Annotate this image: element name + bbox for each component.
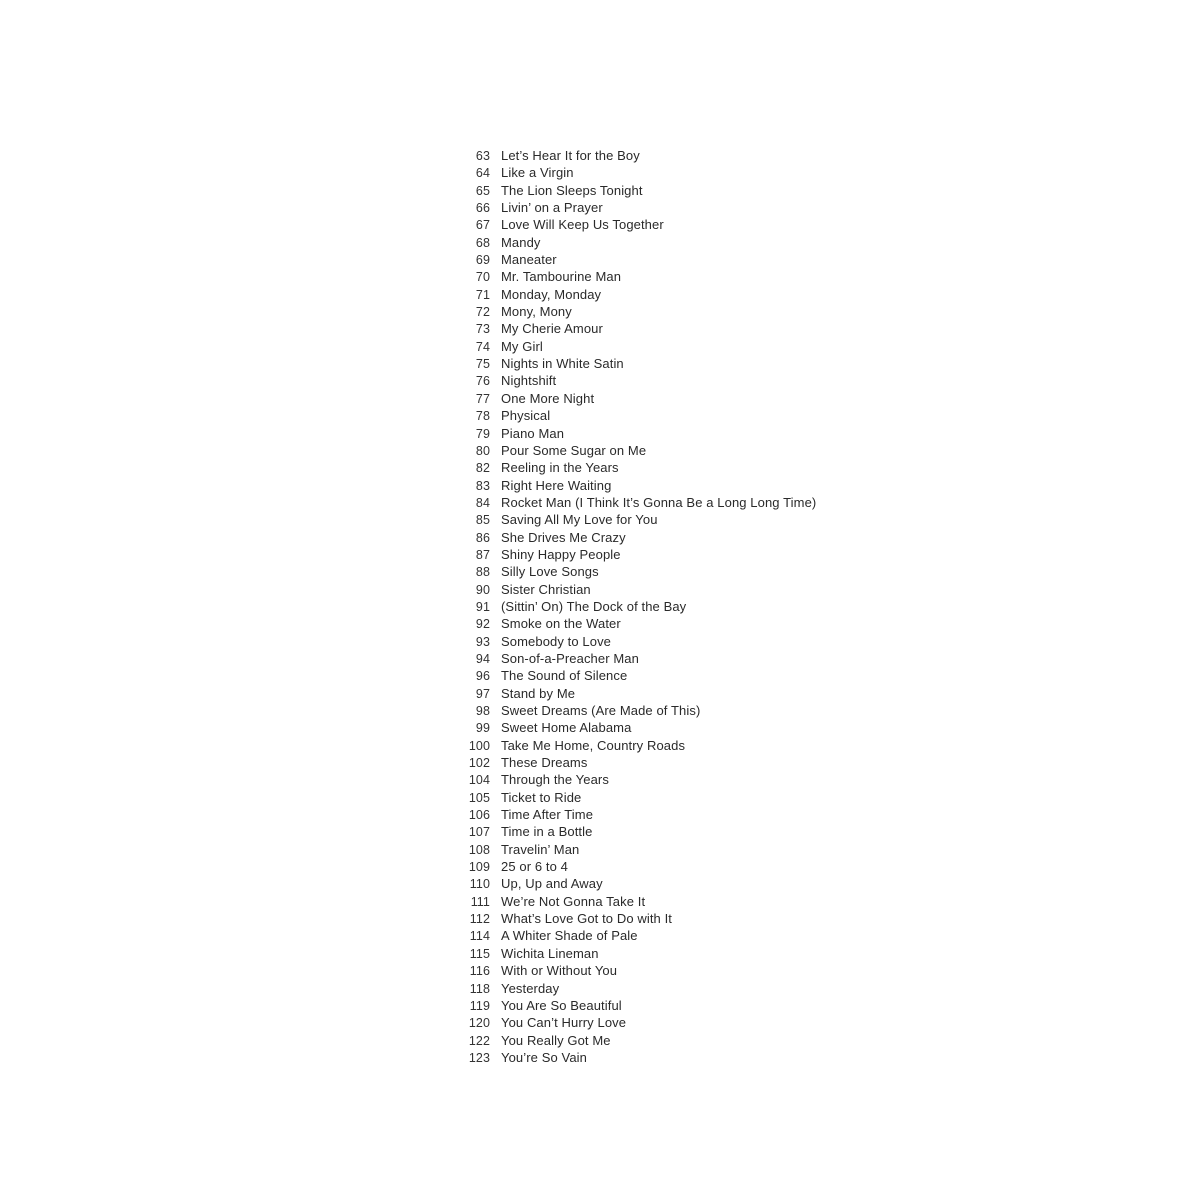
toc-entry	[455, 615, 855, 632]
toc-song-title: Stand by Me	[501, 685, 576, 701]
toc-entry	[455, 546, 855, 563]
toc-song-title: 25 or 6 to 4	[501, 859, 568, 875]
toc-entry	[455, 182, 855, 199]
toc-page-number: 71	[475, 287, 490, 302]
toc-song-title: Up, Up and Away	[501, 876, 603, 892]
toc-page-number: 106	[468, 808, 490, 823]
toc-song-title: You Are So Beautiful	[501, 997, 622, 1013]
toc-song-title: Monday, Monday	[501, 286, 602, 302]
toc-page-number: 119	[469, 998, 490, 1013]
toc-song-title: Shiny Happy People	[501, 546, 621, 562]
toc-page-number: 116	[469, 964, 490, 979]
toc-song-title: Take Me Home, Country Roads	[501, 737, 686, 753]
toc-song-title: Travelin’ Man	[501, 841, 580, 857]
toc-page-number: 66	[475, 201, 490, 216]
toc-page-number: 80	[475, 443, 490, 458]
toc-entry	[455, 199, 855, 216]
toc-entry	[455, 303, 855, 320]
toc-song-title: Saving All My Love for You	[501, 512, 658, 528]
toc-entry	[455, 164, 855, 181]
toc-page-number: 90	[475, 582, 490, 597]
toc-song-title: Son-of-a-Preacher Man	[501, 650, 639, 666]
toc-song-title: Time in a Bottle	[501, 824, 593, 840]
toc-page-number: 108	[468, 842, 490, 857]
toc-song-title: Wichita Lineman	[501, 945, 599, 961]
toc-song-title: Livin’ on a Prayer	[501, 200, 603, 216]
toc-song-title: Through the Years	[501, 772, 609, 788]
toc-page-number: 100	[468, 738, 490, 753]
toc-song-title: The Lion Sleeps Tonight	[501, 182, 643, 198]
toc-song-title: Mony, Mony	[501, 304, 572, 320]
toc-song-title: These Dreams	[501, 755, 588, 771]
toc-song-title: The Sound of Silence	[501, 668, 628, 684]
toc-entry	[455, 425, 855, 442]
toc-entry	[455, 910, 855, 927]
toc-song-title: Sweet Home Alabama	[501, 720, 632, 736]
toc-entry	[455, 823, 855, 840]
toc-song-title: Rocket Man (I Think It’s Gonna Be a Long Long Time)	[501, 494, 817, 510]
toc-entry	[455, 789, 855, 806]
toc-page-number: 93	[475, 634, 490, 649]
toc-entry	[455, 459, 855, 476]
toc-entry	[455, 650, 855, 667]
toc-page-number: 70	[475, 270, 490, 285]
toc-song-title: Smoke on the Water	[501, 616, 621, 632]
toc-song-title: You Can’t Hurry Love	[501, 1015, 627, 1031]
toc-song-title: She Drives Me Crazy	[501, 529, 626, 545]
toc-page-number: 83	[475, 478, 490, 493]
toc-song-title: Right Here Waiting	[501, 477, 612, 493]
toc-entry	[455, 355, 855, 372]
toc-entry	[455, 494, 855, 511]
toc-page-number: 99	[475, 721, 490, 736]
toc-song-title: Time After Time	[501, 807, 594, 823]
toc-page-number: 112	[469, 912, 490, 927]
toc-entry	[455, 962, 855, 979]
toc-entry	[455, 563, 855, 580]
toc-page-number: 69	[475, 253, 490, 268]
toc-page-number: 104	[468, 773, 490, 788]
toc-song-title: My Cherie Amour	[501, 321, 603, 337]
toc-entry	[455, 633, 855, 650]
toc-entry	[455, 320, 855, 337]
toc-entry	[455, 980, 855, 997]
toc-entry	[455, 754, 855, 771]
toc-page-number: 82	[475, 461, 490, 476]
toc-page-number: 67	[475, 218, 490, 233]
toc-page-number: 118	[469, 981, 490, 996]
toc-song-title: Sweet Dreams (Are Made of This)	[501, 703, 701, 718]
toc-song-title: Like a Virgin	[501, 165, 574, 181]
toc-song-title: Maneater	[501, 252, 557, 268]
toc-song-title: Pour Some Sugar on Me	[501, 442, 647, 458]
toc-song-title: Reeling in the Years	[501, 460, 619, 476]
toc-song-title: You’re So Vain	[501, 1049, 587, 1065]
toc-entry	[455, 927, 855, 944]
toc-page-number: 76	[475, 374, 490, 389]
toc-entry	[455, 1032, 855, 1049]
toc-entry	[455, 893, 855, 910]
toc-page-number: 78	[475, 409, 490, 424]
toc-entry	[455, 390, 855, 407]
toc-entry	[455, 511, 855, 528]
toc-page-number: 65	[475, 183, 490, 198]
toc-song-title: Love Will Keep Us Together	[501, 217, 664, 233]
toc-entry	[455, 477, 855, 494]
toc-entry	[455, 581, 855, 598]
toc-entry	[455, 268, 855, 285]
toc-song-title: We’re Not Gonna Take It	[501, 893, 646, 909]
toc-song-title: Mr. Tambourine Man	[501, 269, 622, 285]
toc-entry	[455, 286, 855, 303]
toc-page-number: 105	[468, 790, 490, 805]
toc-entry	[455, 1014, 855, 1031]
toc-entry	[455, 442, 855, 459]
toc-song-title: Ticket to Ride	[501, 789, 582, 805]
toc-song-title: My Girl	[501, 338, 543, 354]
toc-page-number: 107	[468, 825, 490, 840]
toc-song-title: Somebody to Love	[501, 633, 612, 649]
toc-song-title: Nightshift	[501, 373, 557, 389]
toc-song-title: Let’s Hear It for the Boy	[501, 148, 640, 163]
toc-page-number: 94	[475, 651, 490, 666]
toc-song-title: Mandy	[501, 234, 541, 250]
toc-page-number: 115	[469, 946, 490, 961]
toc-entry	[455, 234, 855, 251]
toc-page-number: 122	[468, 1033, 490, 1048]
toc-page-number: 79	[475, 426, 490, 441]
toc-song-title: What’s Love Got to Do with It	[501, 911, 673, 927]
toc-page-number: 92	[475, 617, 490, 632]
toc-entry	[455, 407, 855, 424]
table-of-contents	[455, 147, 855, 1066]
toc-entry	[455, 1049, 855, 1066]
toc-entry	[455, 372, 855, 389]
toc-page-number: 98	[475, 704, 490, 718]
toc-entry	[455, 841, 855, 858]
toc-song-title: Sister Christian	[501, 581, 591, 597]
toc-page-number: 88	[475, 565, 490, 580]
toc-page-number: 110	[469, 877, 490, 892]
toc-page-number: 68	[475, 235, 490, 250]
toc-song-title: Nights in White Satin	[501, 356, 624, 372]
toc-entry	[455, 216, 855, 233]
toc-entry	[455, 529, 855, 546]
toc-entry	[455, 338, 855, 355]
toc-song-title: You Really Got Me	[501, 1032, 611, 1048]
toc-page-number: 74	[475, 339, 490, 354]
toc-entry	[455, 875, 855, 892]
toc-entry	[455, 737, 855, 754]
toc-entry	[455, 719, 855, 736]
toc-entry	[455, 702, 855, 719]
toc-page-number: 111	[470, 894, 490, 909]
toc-page-number: 96	[475, 669, 490, 684]
toc-page-number: 85	[475, 513, 490, 528]
toc-entry	[455, 685, 855, 702]
toc-page-number: 97	[475, 686, 490, 701]
toc-song-title: (Sittin’ On) The Dock of the Bay	[501, 598, 687, 614]
toc-page-number: 77	[475, 391, 490, 406]
toc-page-number: 84	[475, 495, 490, 510]
toc-entry	[455, 251, 855, 268]
toc-song-title: A Whiter Shade of Pale	[501, 928, 638, 944]
toc-page-number: 64	[475, 166, 490, 181]
toc-page-number: 72	[475, 305, 490, 320]
toc-page-number: 120	[468, 1016, 490, 1031]
toc-entry	[455, 598, 855, 615]
toc-entry	[455, 771, 855, 788]
toc-song-title: Physical	[501, 408, 551, 424]
toc-song-title: With or Without You	[501, 963, 618, 979]
toc-song-title: One More Night	[501, 390, 595, 406]
toc-page-number: 109	[468, 860, 490, 875]
toc-page-number: 87	[475, 547, 490, 562]
toc-page-number: 63	[475, 149, 490, 163]
toc-entry	[455, 667, 855, 684]
toc-entry	[455, 147, 855, 164]
toc-page-number: 102	[468, 756, 490, 771]
toc-song-title: Piano Man	[501, 425, 565, 441]
toc-song-title: Yesterday	[501, 980, 560, 996]
toc-page-number: 86	[475, 530, 490, 545]
toc-song-title: Silly Love Songs	[501, 564, 599, 580]
toc-entry	[455, 945, 855, 962]
toc-entry	[455, 806, 855, 823]
toc-page-number: 114	[469, 929, 490, 944]
toc-entry	[455, 858, 855, 875]
toc-entry	[455, 997, 855, 1014]
toc-page-number: 75	[475, 357, 490, 372]
toc-page-number: 73	[475, 322, 490, 337]
toc-page-number: 123	[468, 1050, 490, 1065]
toc-page-number: 91	[475, 599, 490, 614]
